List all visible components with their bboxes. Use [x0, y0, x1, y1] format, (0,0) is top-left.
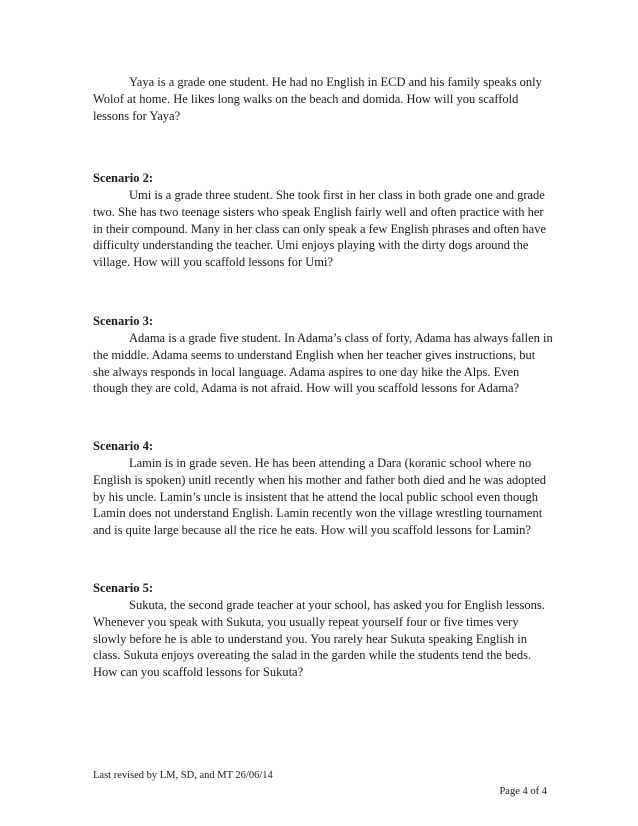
scenario-3 — [93, 313, 553, 397]
scenario-4 — [93, 438, 553, 539]
scenario-2 — [93, 170, 553, 271]
scenario-paragraph: Lamin is in grade seven. He has been attending a Dara (koranic school where no English is spoken) unitl recently when his mother and father both died and he was adopted by his uncle. Lamin’s uncle is insistent that he attend the local public school even though Lamin does not understand English. Lamin recently won the village wrestling tournament and is quite large because all the rice he eats. How will you scaffold lessons for Lamin? — [93, 456, 547, 538]
scenario-heading: Scenario 2: — [93, 171, 154, 185]
scenario-5 — [93, 580, 553, 681]
revision-footer: Last revised by LM, SD, and MT 26/06/14 — [93, 770, 273, 781]
scenario-paragraph: Umi is a grade three student. She took first in her class in both grade one and grade two. She has two teenage sisters who speak English fairly well and often practice with her in their compound. Many in her class can only speak a few English phrases and often have difficulty understanding the teacher. Umi enjoys playing with the dirty dogs around the village. How will you scaffold lessons for Umi? — [93, 188, 546, 270]
intro-paragraph: Yaya is a grade one student. He had no English in ECD and his family speaks only Wolof at home. He likes long walks on the beach and domida. How will you scaffold lessons for Yaya? — [93, 75, 542, 123]
scenario-paragraph: Sukuta, the second grade teacher at your school, has asked you for English lessons. Whenever you speak with Sukuta, you usually repeat yourself four or five times very slowly before he is able to understand you. You rarely hear Sukuta speaking English in class. Sukuta enjoys overeating the salad in the garden while the students tend the beds. How can you scaffold lessons for Sukuta? — [93, 598, 545, 680]
scenario-heading: Scenario 5: — [93, 581, 154, 595]
scenario-heading: Scenario 3: — [93, 314, 154, 328]
intro-scenario — [93, 74, 553, 124]
scenario-paragraph: Adama is a grade five student. In Adama’s class of forty, Adama has always fallen in the middle. Adama seems to understand English when her teacher gives instructions, but she always responds in local language. Adama aspires to one day hike the Alps. Even though they are cold, Adama is not afraid. How will you scaffold lessons for Adama? — [93, 331, 553, 396]
scenario-heading: Scenario 4: — [93, 439, 154, 453]
page-number: Page 4 of 4 — [499, 786, 547, 797]
